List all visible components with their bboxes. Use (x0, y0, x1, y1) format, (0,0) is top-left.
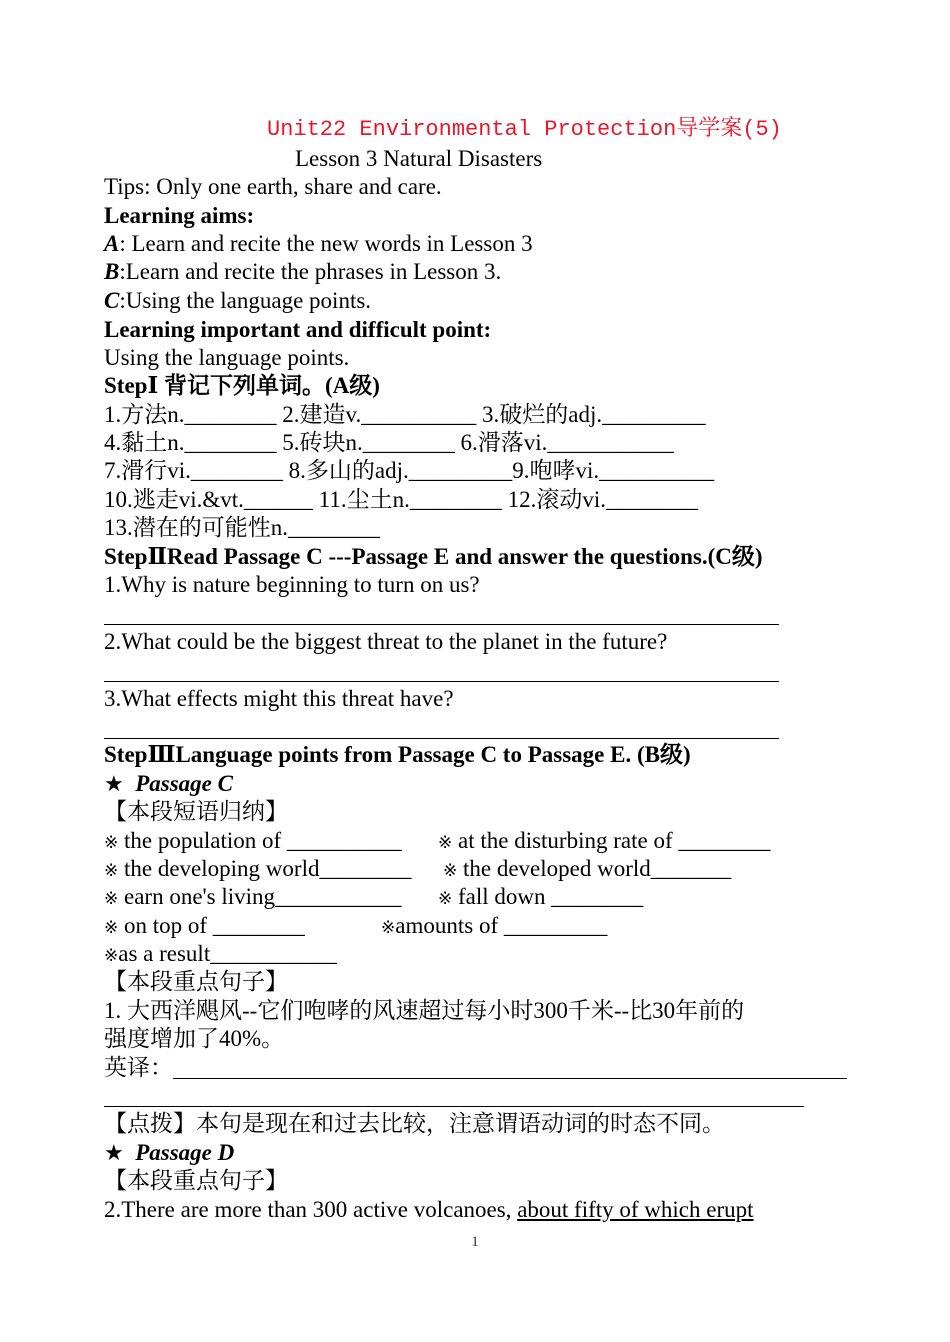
hint-line: 【点拨】本句是现在和过去比较，注意谓语动词的时态不同。 (104, 1111, 725, 1136)
phrase-item (104, 940, 337, 970)
star-icon: ★ (104, 772, 124, 797)
reference-mark-icon: ※ (438, 889, 453, 909)
phrases-label: 【本段短语归纳】 (104, 799, 288, 824)
aim-item-c (104, 287, 371, 315)
reference-mark-icon: ※ (104, 889, 119, 909)
passage-d-title (104, 1139, 234, 1168)
question-1: 1.Why is nature beginning to turn on us? (104, 572, 480, 597)
vocab-row: 4.黏土n.________ 5.砖块n.________ 6.滑落vi.___________ (104, 430, 674, 455)
reference-mark-icon: ※ (381, 918, 396, 938)
phrase-text: amounts of _________ (395, 913, 608, 938)
sentences-label: 【本段重点句子】 (104, 969, 288, 994)
passage-c-title (104, 770, 233, 799)
sentence-1-line-2: 强度增加了40%。 (104, 1026, 285, 1051)
phrase-item (438, 827, 770, 857)
phrase-text: fall down ________ (458, 884, 644, 909)
phrase-text: the developing world________ (124, 856, 412, 881)
reference-mark-icon: ※ (104, 918, 119, 938)
reference-mark-icon: ※ (104, 861, 119, 881)
sentence-2 (104, 1196, 754, 1224)
reference-mark-icon: ※ (438, 833, 453, 853)
vocab-row: 13.潜在的可能性n.________ (104, 515, 380, 540)
sentence-2-text: 2.There are more than 300 active volcanoes, (104, 1197, 518, 1222)
step3-heading: StepⅢLanguage points from Passage C to Passage E. (B级) (104, 742, 691, 767)
vocab-row: 7.滑行vi.________ 8.多山的adj._________9.咆哮vi.__________ (104, 458, 715, 483)
vocab-row: 10.逃走vi.&vt.______ 11.尘土n.________ 12.滚动vi.________ (104, 487, 698, 512)
sentence-2-underlined: about fifty of which erupt (517, 1197, 754, 1222)
phrase-item (381, 912, 607, 942)
phrase-text: as a result___________ (118, 941, 337, 966)
question-3: 3.What effects might this threat have? (104, 686, 454, 711)
phrase-text: earn one's living___________ (124, 884, 402, 909)
aim-item-a (104, 230, 533, 258)
answer-line (104, 738, 779, 739)
phrase-item (104, 912, 305, 942)
reference-mark-icon: ※ (104, 833, 119, 853)
phrase-text: on top of ________ (124, 913, 305, 938)
step1-heading: StepⅠ 背记下列单词。(A级) (104, 373, 380, 398)
phrase-item (104, 827, 402, 857)
page-title: Unit22 Environmental Protection导学案(5) (267, 117, 782, 142)
step2-heading: StepⅡRead Passage C ---Passage E and answer the questions.(C级) (104, 544, 763, 569)
phrase-text: at the disturbing rate of ________ (458, 828, 771, 853)
aims-heading: Learning aims: (104, 203, 255, 228)
aim-text: : Learn and recite the new words in Lesson 3 (119, 231, 533, 256)
page-number: 1 (471, 1234, 479, 1250)
star-icon: ★ (104, 1141, 124, 1166)
phrase-item (438, 883, 643, 913)
aim-text: :Learn and recite the phrases in Lesson 3. (119, 259, 502, 284)
question-2: 2.What could be the biggest threat to the planet in the future? (104, 629, 668, 654)
reference-mark-icon: ※ (443, 861, 458, 881)
aim-text: :Using the language points. (119, 288, 372, 313)
sentence-1-line-1: 1. 大西洋飓风--它们咆哮的风速超过每小时300千米--比30年前的 (104, 998, 745, 1023)
answer-line (104, 1106, 804, 1107)
answer-line (104, 681, 779, 682)
vocab-row: 1.方法n.________ 2.建造v.__________ 3.破烂的adj._________ (104, 402, 706, 427)
sentences-label: 【本段重点句子】 (104, 1168, 288, 1193)
tips-line: Tips: Only one earth, share and care. (104, 174, 442, 199)
answer-line (104, 624, 779, 625)
passage-c-label: Passage C (135, 771, 233, 796)
translate-label: 英译： (104, 1055, 173, 1080)
aim-key: C (104, 288, 120, 313)
answer-line (173, 1078, 847, 1079)
important-text: Using the language points. (104, 345, 350, 370)
phrase-item (104, 883, 402, 913)
phrase-text: the population of __________ (124, 828, 402, 853)
phrase-text: the developed world_______ (463, 856, 732, 881)
aim-key: A (104, 231, 120, 256)
aim-key: B (104, 259, 120, 284)
phrase-item (443, 855, 731, 885)
passage-d-label: Passage D (135, 1140, 235, 1165)
aim-item-b (104, 258, 501, 286)
important-heading: Learning important and difficult point: (104, 317, 492, 342)
phrase-item (104, 855, 411, 885)
reference-mark-icon: ※ (104, 946, 119, 966)
lesson-subtitle: Lesson 3 Natural Disasters (295, 146, 543, 171)
